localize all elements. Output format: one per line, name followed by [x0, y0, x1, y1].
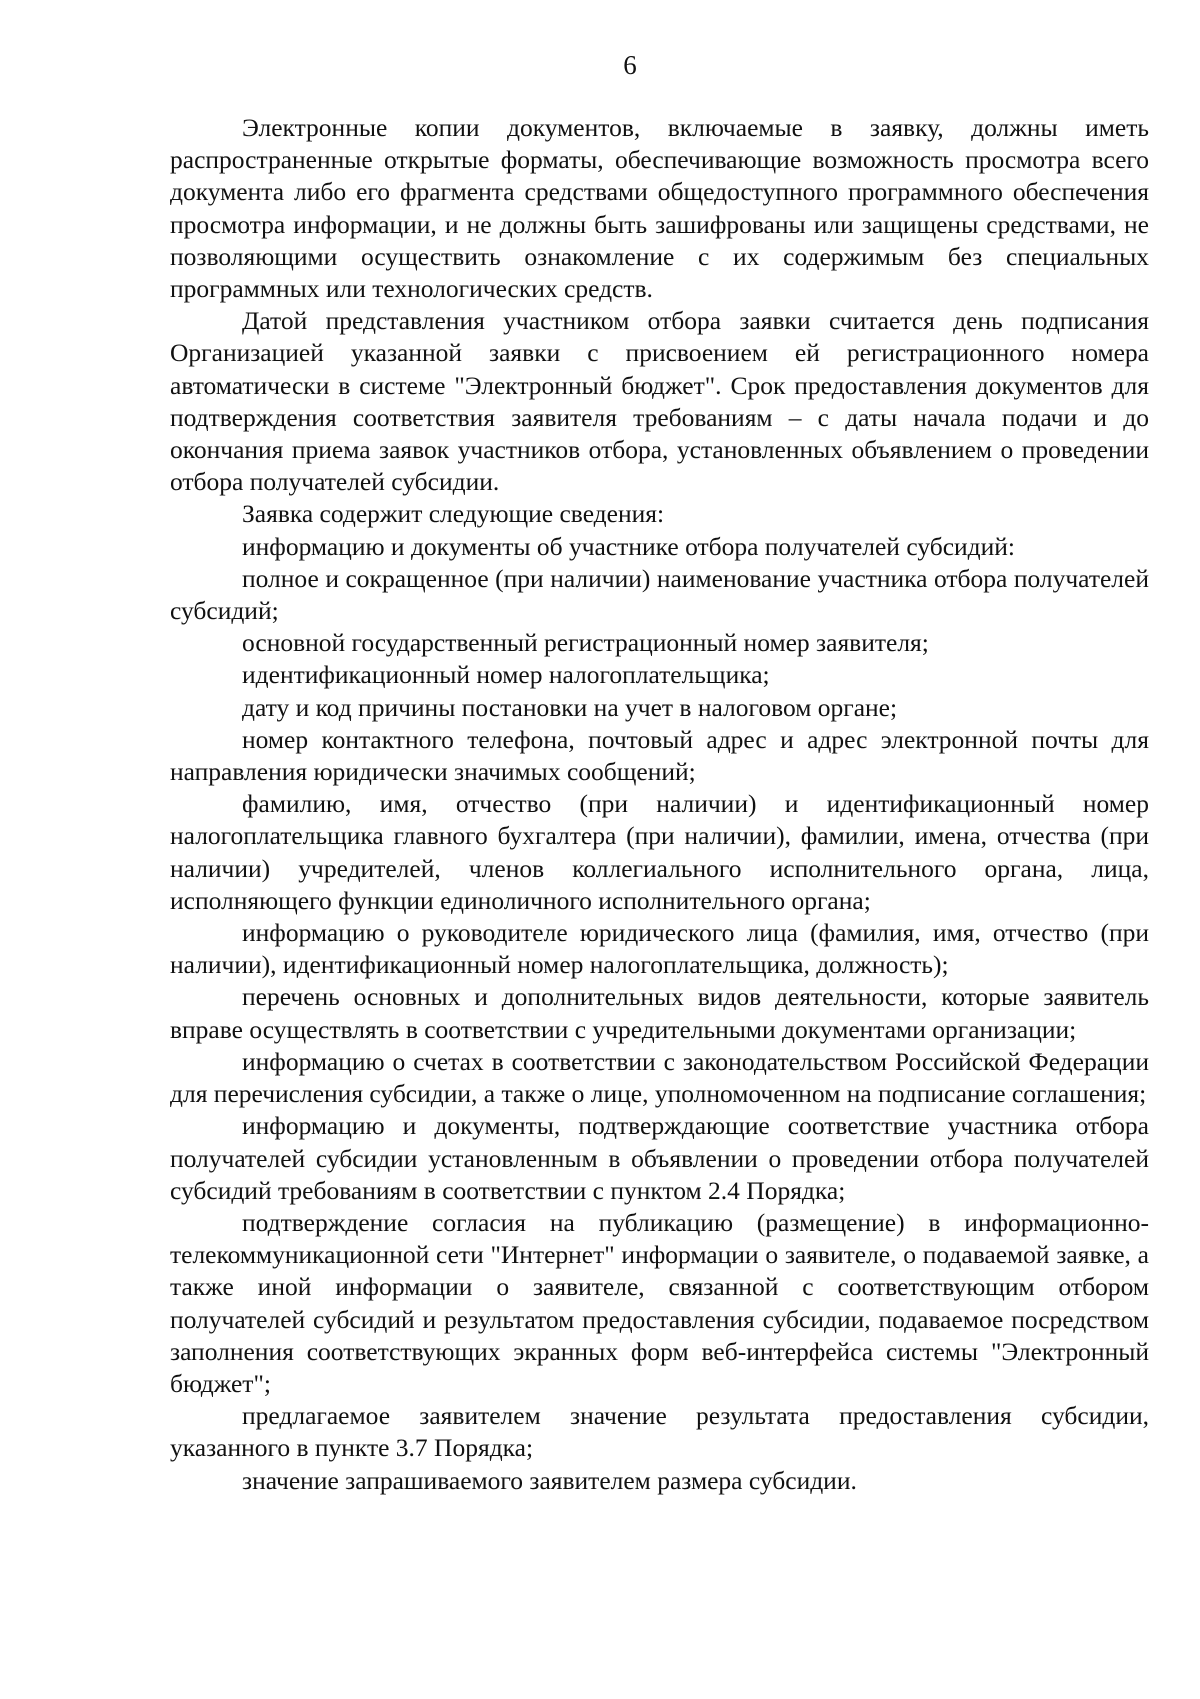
paragraph-electronic-copies: Электронные копии документов, включаемые в заявку, должны иметь распространенные открытые форматы, обеспечивающие возможность просмотра всего документа либо его фрагмента средствами общедоступного программного обеспечения просмотра информации, и не должны быть зашифрованы или защищены средствами, не позволяющими осуществить ознакомление с их содержимым без специальных программных или технологических средств. — [170, 113, 1149, 304]
list-item-full-name: полное и сокращенное (при наличии) наименование участника отбора получателей субсидий; — [170, 563, 1149, 626]
list-item-bank-accounts: информацию о счетах в соответствии с законодательством Российской Федерации для перечисления субсидии, а также о лице, уполномоченном на подписание соглашения; — [170, 1046, 1149, 1109]
list-item-registration-date: дату и код причины постановки на учет в налоговом органе; — [242, 692, 898, 722]
list-item-subsidy-amount: значение запрашиваемого заявителем размера субсидии. — [242, 1465, 857, 1495]
document-body — [170, 112, 1149, 1497]
page-number: 6 — [623, 50, 637, 80]
paragraph-application-contents: Заявка содержит следующие сведения: — [242, 499, 665, 529]
list-item-activities: перечень основных и дополнительных видов деятельности, которые заявитель вправе осуществлять в соответствии с учредительными документами организации; — [170, 982, 1149, 1044]
list-item-director-info: информацию о руководителе юридического лица (фамилия, имя, отчество (при наличии), идентификационный номер налогоплательщика, должность); — [170, 918, 1149, 980]
list-item-ogrn: основной государственный регистрационный номер заявителя; — [242, 628, 929, 658]
list-item-participant-info: информацию и документы об участнике отбора получателей субсидий: — [242, 531, 1016, 561]
list-item-publication-consent: подтверждение согласия на публикацию (размещение) в информационно-телекоммуникационной сети "Интернет" информации о заявителе, о подаваемой заявке, а также иной информации о заявителе, связанной с соответствующим отбором получателей субсидий и результатом предоставления субсидии, подаваемое посредством заполнения соответствующих экранных форм веб-интерфейса системы "Электронный бюджет"; — [170, 1207, 1149, 1398]
list-item-contacts: номер контактного телефона, почтовый адрес и адрес электронной почты для направления юридически значимых сообщений; — [170, 724, 1149, 787]
list-item-result-value: предлагаемое заявителем значение результата предоставления субсидии, указанного в пункте 3.7 Порядка; — [170, 1401, 1149, 1463]
list-item-inn: идентификационный номер налогоплательщика; — [242, 660, 770, 690]
paragraph-submission-date: Датой представления участником отбора заявки считается день подписания Организацией указанной заявки с присвоением ей регистрационного номера автоматически в системе "Электронный бюджет". Срок предоставления документов для подтверждения соответствия заявителя требованиям – с даты начала подачи и до окончания приема заявок участников отбора, установленных объявлением о проведении отбора получателей субсидии. — [170, 306, 1149, 497]
list-item-accountant-founders: фамилию, имя, отчество (при наличии) и идентификационный номер налогоплательщика главного бухгалтера (при наличии), фамилии, имена, отчества (при наличии) учредителей, членов коллегиального исполнительного органа, лица, исполняющего функции единоличного исполнительного органа; — [170, 789, 1149, 915]
list-item-compliance-docs: информацию и документы, подтверждающие соответствие участника отбора получателей субсидии установленным в объявлении о проведении отбора получателей субсидий требованиям в соответствии с пунктом 2.4 Порядка; — [170, 1111, 1149, 1205]
